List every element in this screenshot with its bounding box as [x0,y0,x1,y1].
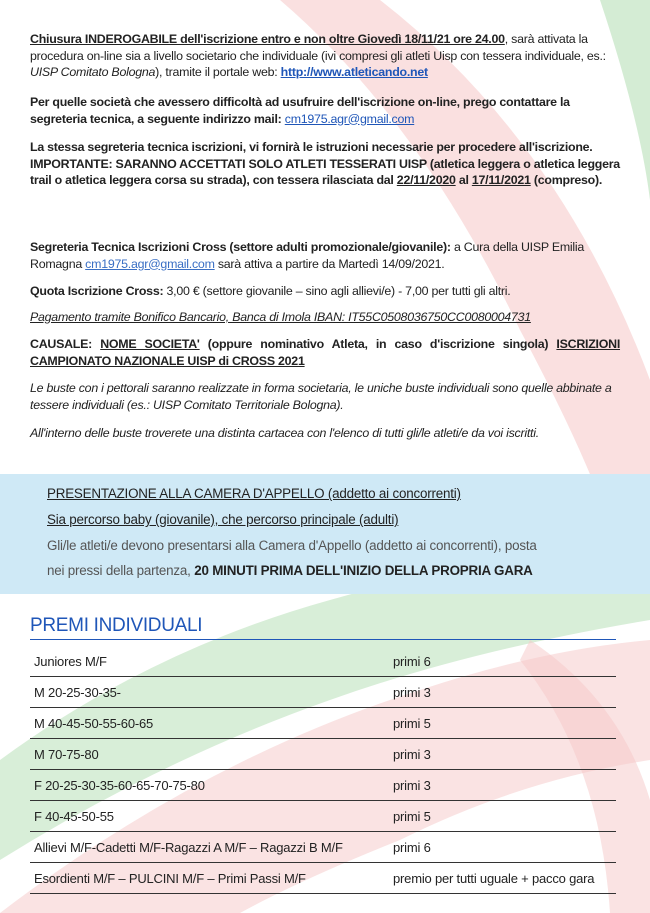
premi-prize: primi 6 [393,840,431,855]
segreteria-email-link[interactable]: cm1975.agr@gmail.com [85,256,215,271]
appello-line-1: Gli/le atleti/e devono presentarsi alla Camera d'Appello (addetto ai concorrenti), posta [47,538,537,553]
premi-category: M 40-45-50-55-60-65 [34,716,154,731]
premi-row [30,646,616,677]
premi-row [30,863,616,894]
contact-email-link[interactable]: cm1975.agr@gmail.com [284,111,415,126]
premi-category: M 70-75-80 [34,747,99,762]
payment-paragraph: Pagamento tramite Bonifico Bancario, Banca di Imola IBAN: IT55C0508036750CC0080004731 [30,310,531,324]
premi-row [30,739,616,770]
premi-category: F 20-25-30-35-60-65-70-75-80 [34,778,205,793]
premi-row [30,770,616,801]
quota-paragraph: Quota Iscrizione Cross: 3,00 € (settore giovanile – sino agli allievi/e) - 7,00 per tutti gli altri. [30,284,511,298]
premi-category: Esordienti M/F – PULCINI M/F – Primi Passi M/F [34,871,306,886]
premi-row [30,801,616,832]
appello-line-2: nei pressi della partenza, 20 MINUTI PRIMA DELL'INIZIO DELLA PROPRIA GARA [47,563,533,578]
appello-title: PRESENTAZIONE ALLA CAMERA D'APPELLO (addetto ai concorrenti) [47,486,461,501]
atleticando-link[interactable]: http://www.atleticando.net [280,65,428,79]
premi-prize: primi 3 [393,747,431,762]
premi-category: Juniores M/F [34,654,107,669]
closing-deadline: Chiusura INDEROGABILE dell'iscrizione entro e non oltre Giovedì 18/11/21 ore 24.00 [30,32,505,46]
premi-row [30,677,616,708]
premi-category: Allievi M/F-Cadetti M/F-Ragazzi A M/F – Ragazzi B M/F [34,840,343,855]
contact-paragraph: Per quelle società che avessero difficoltà ad usufruire dell'iscrizione on-line, prego contattare la segreteria tecnica, a seguente indirizzo mail: cm1975.agr@gmail.com [30,95,570,126]
premi-row [30,832,616,863]
premi-prize: primi 3 [393,778,431,793]
premi-category: F 40-45-50-55 [34,809,114,824]
premi-prize: primi 3 [393,685,431,700]
instructions-paragraph: La stessa segreteria tecnica iscrizioni, vi fornirà le istruzioni necessarie per procedere all'iscrizione. IMPORTANTE: SARANNO ACCETTATI SOLO ATLETI TESSERATI UISP (atletica leggera o atletica leggera trail o atletica leggera corsa su strada), con tessera rilasciata dal 22/11/2020 al 17/11/2021 (compreso). [30,140,620,187]
buste-paragraph: Le buste con i pettorali saranno realizzate in forma societaria, le uniche buste individuali sono quelle abbinate a tessere individuali (es.: UISP Comitato Territoriale Bologna). [30,381,612,412]
segreteria-paragraph: Segreteria Tecnica Iscrizioni Cross (settore adulti promozionale/giovanile): a Cura della UISP Emilia Romagna cm1975.agr@gmail.com sarà attiva a partire da Martedì 14/09/2021. [30,240,585,271]
important-notice: IMPORTANTE: SARANNO ACCETTATI SOLO ATLETI TESSERATI UISP (atletica leggera o atletica leggera trail o atletica leggera corsa su strada), con tessera rilasciata dal 22/11/2020 al 17/11/2021 (compreso). [30,156,620,187]
premi-row [30,708,616,739]
closing-paragraph: Chiusura INDEROGABILE dell'iscrizione entro e non oltre Giovedì 18/11/21 ore 24.00, sarà attivata la procedura on-line sia a livello societario che individuale (ivi compresi gli atleti Uisp con tessera individuale, es.: UISP Comitato Bologna), tramite il portale web: http://www.atleticando.net [30,32,606,79]
premi-prize: primi 5 [393,716,431,731]
premi-prize: primi 6 [393,654,431,669]
appello-subtitle: Sia percorso baby (giovanile), che percorso principale (adulti) [47,512,399,527]
causale-paragraph: CAUSALE: NOME SOCIETA' (oppure nominativo Atleta, in caso d'iscrizione singola) ISCRIZIONI CAMPIONATO NAZIONALE UISP di CROSS 2021 [30,337,621,368]
distinta-paragraph: All'interno delle buste troverete una distinta cartacea con l'elenco di tutti gli/le atleti/e da voi iscritti. [30,426,539,440]
premi-prize: primi 5 [393,809,431,824]
premi-prize: premio per tutti uguale + pacco gara [393,871,595,886]
premi-category: M 20-25-30-35- [34,685,121,700]
premi-divider [30,639,616,640]
premi-table [30,646,616,894]
premi-title: PREMI INDIVIDUALI [30,615,203,636]
